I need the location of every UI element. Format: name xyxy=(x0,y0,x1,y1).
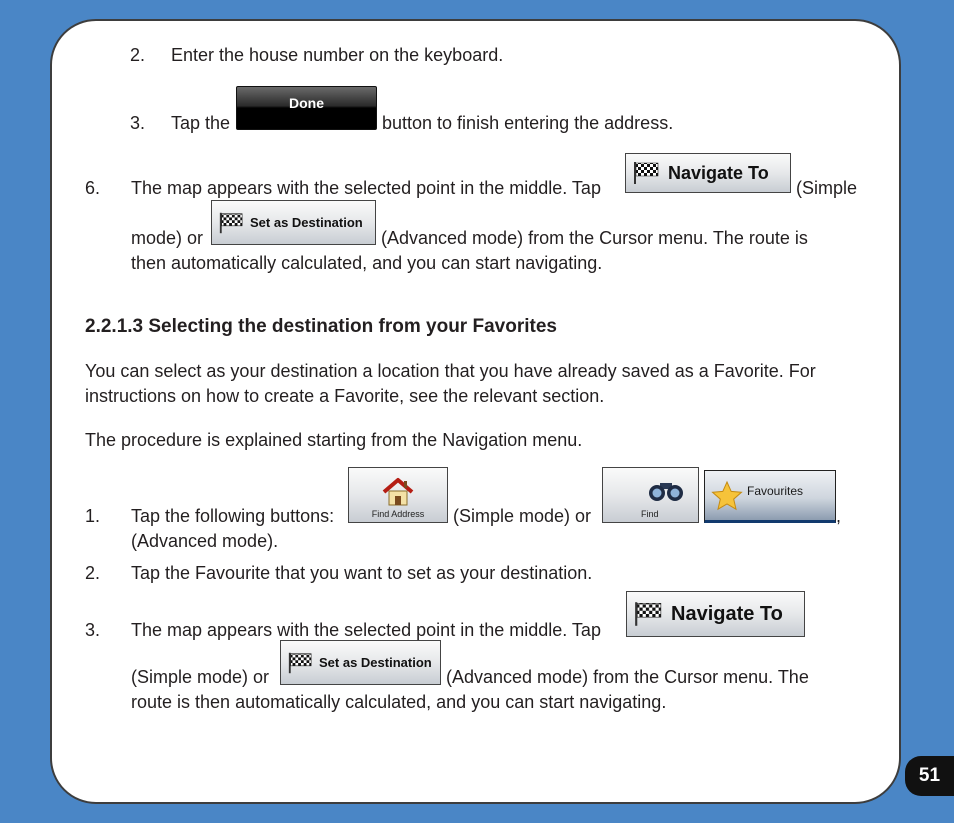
step-text: button to finish entering the address. xyxy=(382,113,674,133)
step-text: route is then automatically calculated, and you can start navigating. xyxy=(131,692,667,712)
done-button[interactable] xyxy=(236,86,377,130)
star-icon xyxy=(711,480,743,512)
house-icon xyxy=(381,477,415,507)
step-number: 3. xyxy=(85,620,101,640)
step-text: (Advanced mode). xyxy=(131,531,279,551)
step-number: 1. xyxy=(85,506,101,526)
paragraph-line: instructions on how to create a Favorite, see the relevant section. xyxy=(85,386,605,406)
checkered-flag-icon xyxy=(218,211,244,235)
step-number: 2. xyxy=(130,45,146,65)
favourites-label: Favourites xyxy=(747,483,804,498)
find-address-label: Find Address xyxy=(371,509,425,519)
step-text: Tap the Favourite that you want to set as your destination. xyxy=(131,563,593,583)
step-text: (Advanced mode) from the Cursor menu. The xyxy=(446,667,809,687)
step-text: mode) or xyxy=(131,228,204,248)
favourites-button[interactable] xyxy=(704,470,836,523)
step-text: (Advanced mode) from the Cursor menu. The route is xyxy=(381,228,808,248)
navigate-to-button[interactable] xyxy=(625,153,791,193)
set-as-destination-label: Set as Destination xyxy=(319,655,432,670)
navigate-to-button[interactable] xyxy=(626,591,805,637)
paragraph: The procedure is explained starting from the Navigation menu. xyxy=(85,430,583,450)
step-text: Tap the xyxy=(171,113,231,133)
step-text: (Simple mode) or xyxy=(453,506,592,526)
step-text: , xyxy=(836,506,842,526)
step-text: (Simple xyxy=(796,178,858,198)
checkered-flag-icon xyxy=(632,161,660,185)
step-number: 6. xyxy=(85,178,101,198)
find-label: Find xyxy=(641,509,659,519)
page-number: 51 xyxy=(905,756,954,796)
set-as-destination-label: Set as Destination xyxy=(250,215,363,230)
step-number: 2. xyxy=(85,563,101,583)
navigate-to-label: Navigate To xyxy=(668,162,769,183)
set-as-destination-button[interactable] xyxy=(211,200,376,245)
find-address-button[interactable] xyxy=(348,467,448,523)
step-text: Tap the following buttons: xyxy=(131,506,335,526)
step-text: (Simple mode) or xyxy=(131,667,270,687)
binoculars-icon xyxy=(648,477,684,505)
checkered-flag-icon xyxy=(287,651,313,675)
step-text: The map appears with the selected point in the middle. Tap xyxy=(131,178,601,198)
step-text: Enter the house number on the keyboard. xyxy=(171,45,504,65)
find-button[interactable] xyxy=(602,467,699,523)
checkered-flag-icon xyxy=(633,601,663,627)
done-button-label: Done xyxy=(289,95,324,111)
step-text: then automatically calculated, and you can start navigating. xyxy=(131,253,603,273)
step-text: The map appears with the selected point in the middle. Tap xyxy=(131,620,601,640)
navigate-to-label: Navigate To xyxy=(671,602,783,625)
set-as-destination-button[interactable] xyxy=(280,640,441,685)
step-number: 3. xyxy=(130,113,146,133)
section-heading: 2.2.1.3 Selecting the destination from your Favorites xyxy=(85,316,557,337)
paragraph-line: You can select as your destination a location that you have already saved as a Favorite. For xyxy=(85,361,816,381)
